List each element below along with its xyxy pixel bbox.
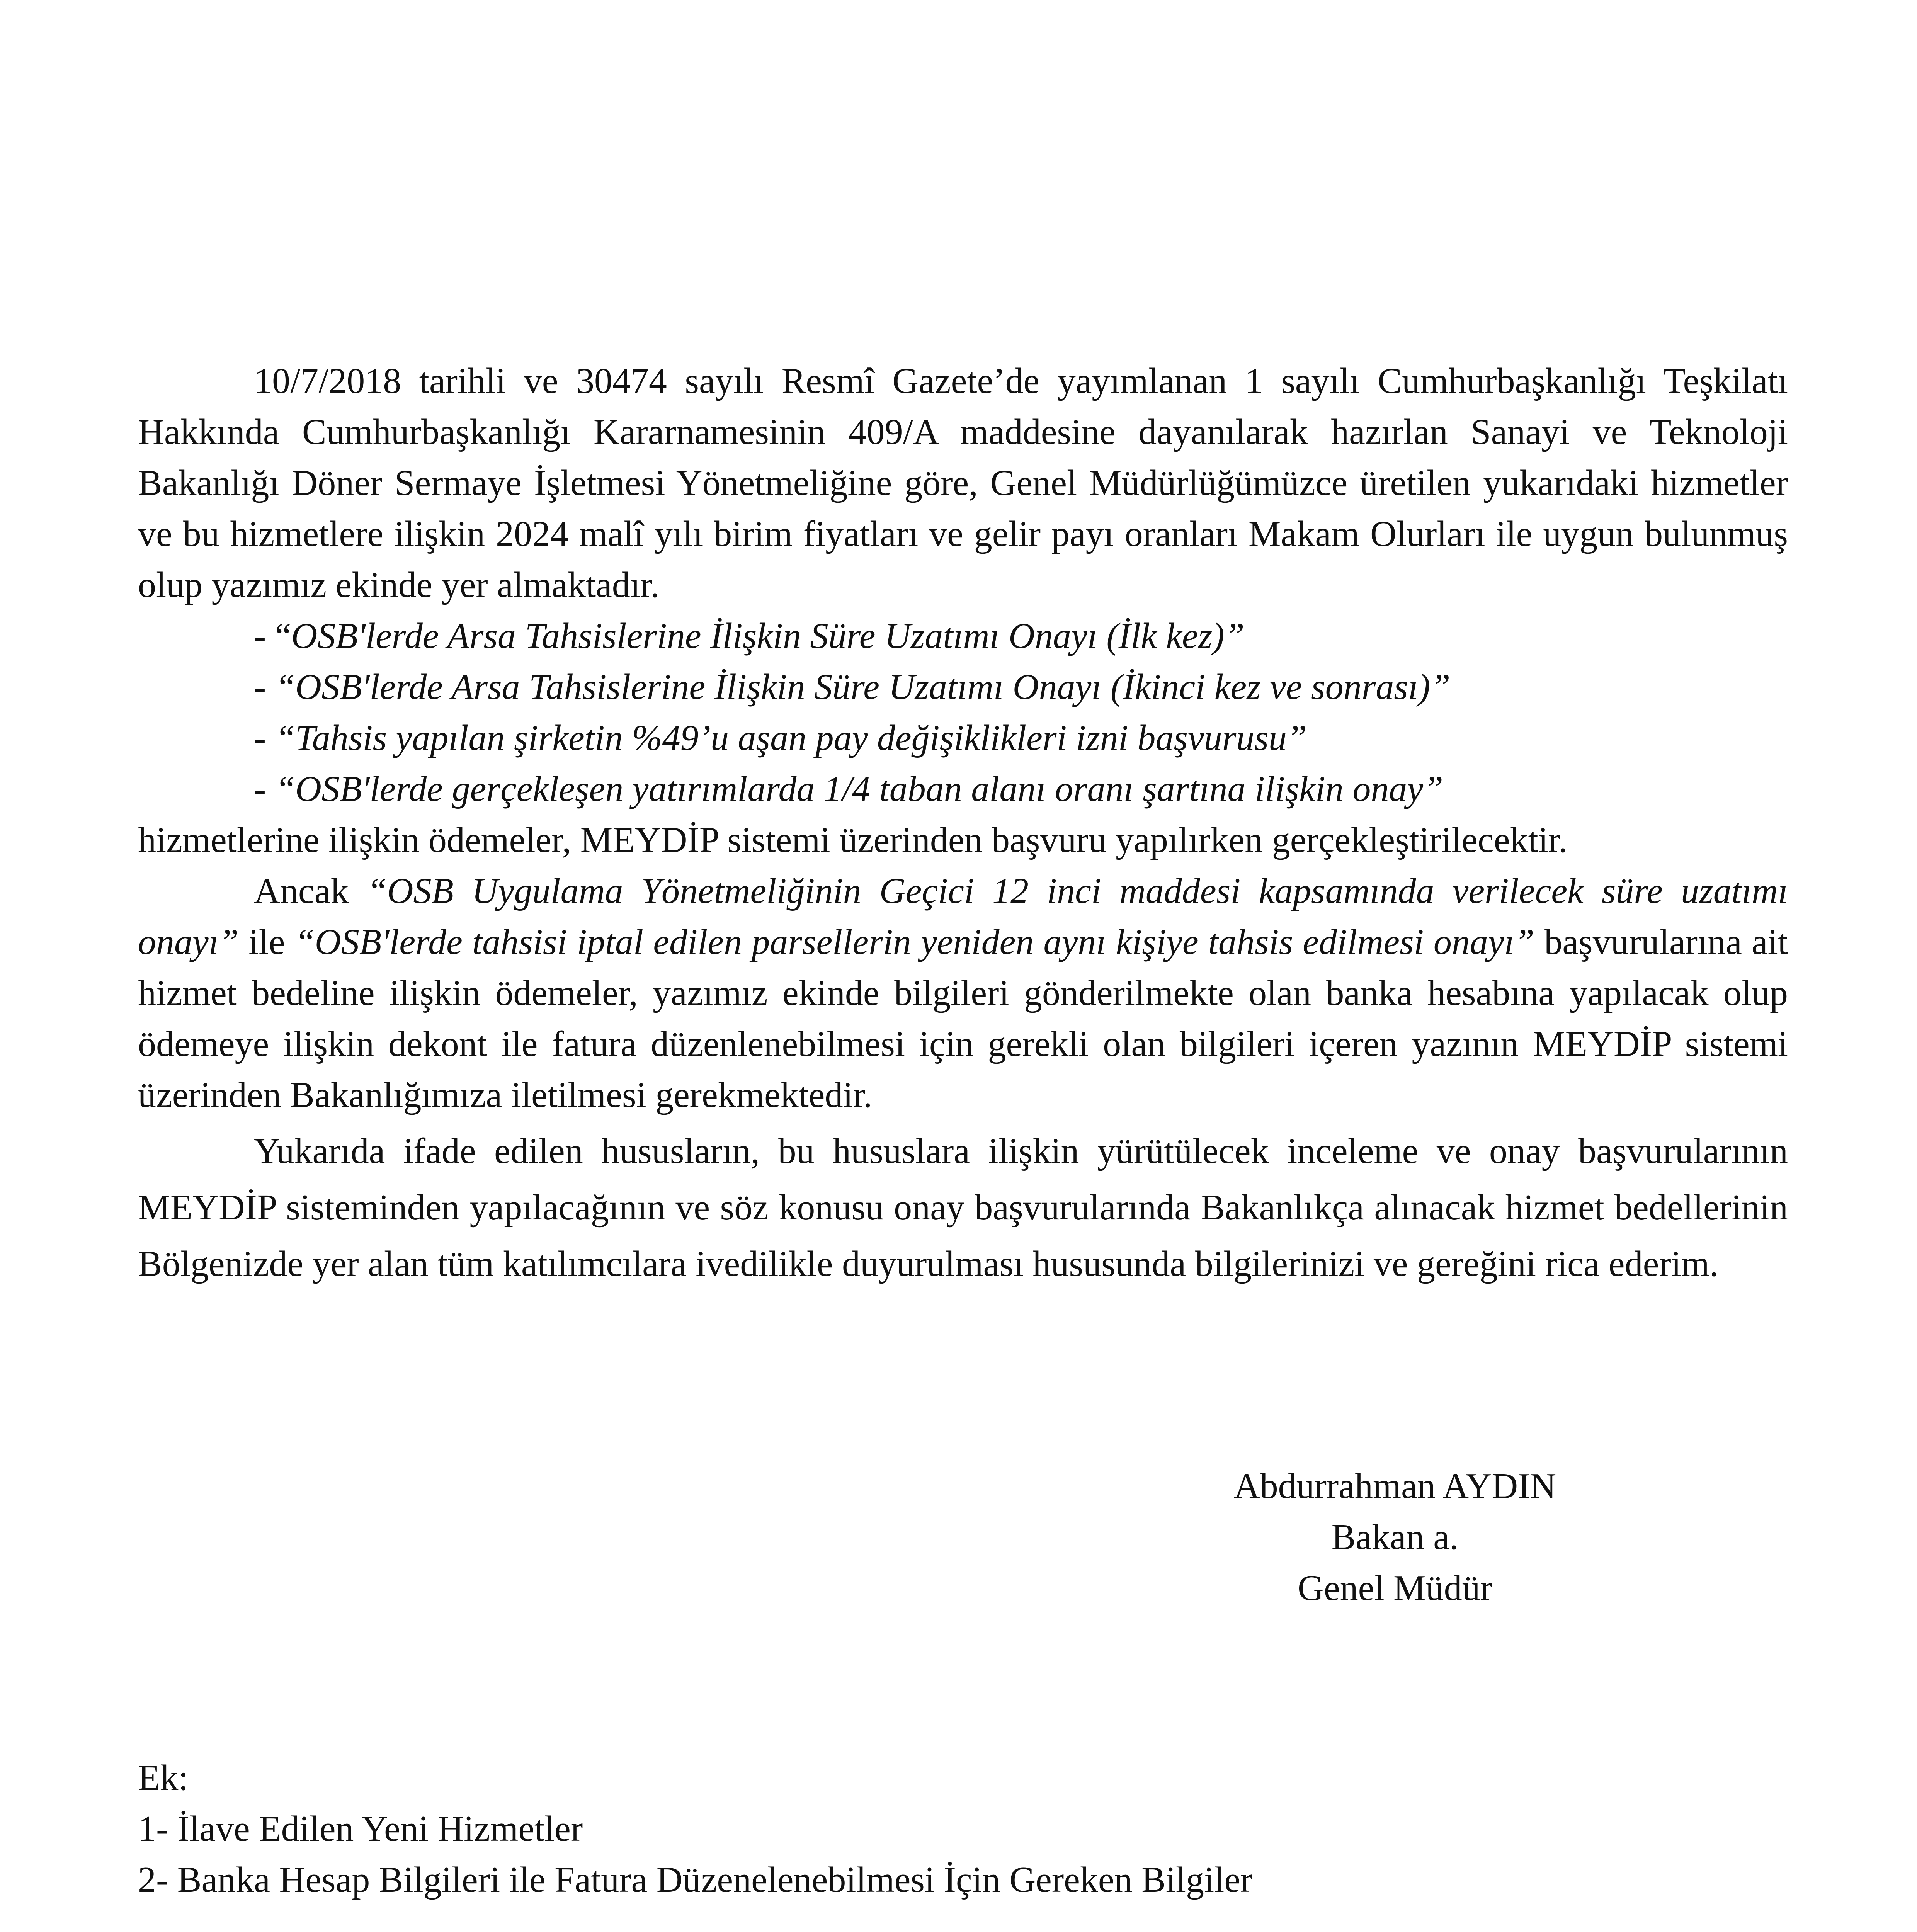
service-item (138, 764, 1788, 815)
signatory-title: Genel Müdür (1298, 1568, 1492, 1608)
attachment-item: 1- İlave Edilen Yeni Hizmetler (138, 1809, 583, 1849)
service-item (138, 713, 1788, 764)
signatory-name: Abdurrahman AYDIN (1233, 1466, 1556, 1506)
service-item (138, 611, 1788, 662)
paragraph-exceptions (138, 866, 1788, 1121)
paragraph-request: Yukarıda ifade edilen hususların, bu hususlara ilişkin yürütülecek inceleme ve onay başvurularının MEYDİP sisteminden yapılacağının ve söz konusu onay başvurularında Bakanlıkça alınacak hizmet bedellerinin Bölgenizde yer alan tüm katılımcılara ivedilikle duyurulması hususunda bilgilerinizi ve gereğini rica ederim. (138, 1131, 1788, 1284)
exception-service-2: “OSB'lerde tahsisi iptal edilen parsellerin yeniden aynı kişiye tahsis edilmesi onayı” (294, 922, 1535, 962)
signature-block (1175, 1461, 1615, 1614)
exceptions-lead: Ancak (254, 871, 367, 911)
service-item-prefix: - (254, 769, 275, 809)
service-item-title: “OSB'lerde Arsa Tahsislerine İlişkin Süre Uzatımı Onayı (İkinci kez ve sonrası)” (275, 667, 1451, 707)
exception-service-1: “OSB Uygulama Yönetmeliğinin Geçici 12 inci maddesi kapsamında verilecek süre uzatımı onayı” (138, 871, 1788, 962)
service-item-prefix: - (254, 718, 275, 758)
exceptions-text: başvurularına ait hizmet bedeline ilişkin ödemeler, yazımız ekinde bilgileri gönderilmekte olan banka hesabına yapılacak olup ödemeye ilişkin dekont ile fatura düzenlenebilmesi için gerekli olan bilgileri içeren yazının MEYDİP sistemi üzerinden Bakanlığımıza iletilmesi gerekmektedir. (138, 922, 1788, 1115)
exceptions-conjunction: ile (239, 922, 295, 962)
letter-body (138, 355, 1788, 1292)
service-item-prefix: - (254, 667, 275, 707)
attachments (138, 1752, 1252, 1905)
attachment-item: 2- Banka Hesap Bilgileri ile Fatura Düzenelenebilmesi İçin Gereken Bilgiler (138, 1860, 1253, 1900)
attachments-label: Ek: (138, 1758, 189, 1798)
paragraph-payments: hizmetlerine ilişkin ödemeler, MEYDİP sistemi üzerinden başvuru yapılırken gerçekleştirilecektir. (138, 820, 1568, 860)
service-item-prefix: - “ (254, 616, 291, 656)
paragraph-intro: 10/7/2018 tarihli ve 30474 sayılı Resmî Gazete’de yayımlanan 1 sayılı Cumhurbaşkanlığı Teşkilatı Hakkında Cumhurbaşkanlığı Kararnamesinin 409/A maddesine dayanılarak hazırlan Sanayi ve Teknoloji Bakanlığı Döner Sermaye İşletmesi Yönetmeliğine göre, Genel Müdürlüğümüzce üretilen yukarıdaki hizmetler ve bu hizmetlere ilişkin 2024 malî yılı birim fiyatları ve gelir payı oranları Makam Olurları ile uygun bulunmuş olup yazımız ekinde yer almaktadır. (138, 361, 1788, 605)
service-item-title: “Tahsis yapılan şirketin %49’u aşan pay değişiklikleri izni başvurusu” (275, 718, 1307, 758)
signatory-on-behalf: Bakan a. (1331, 1517, 1459, 1557)
service-item-title: “OSB'lerde gerçekleşen yatırımlarda 1/4 taban alanı oranı şartına ilişkin onay” (275, 769, 1444, 809)
service-item-title: OSB'lerde Arsa Tahsislerine İlişkin Süre Uzatımı Onayı (İlk kez)” (291, 616, 1245, 656)
service-item (138, 662, 1788, 713)
